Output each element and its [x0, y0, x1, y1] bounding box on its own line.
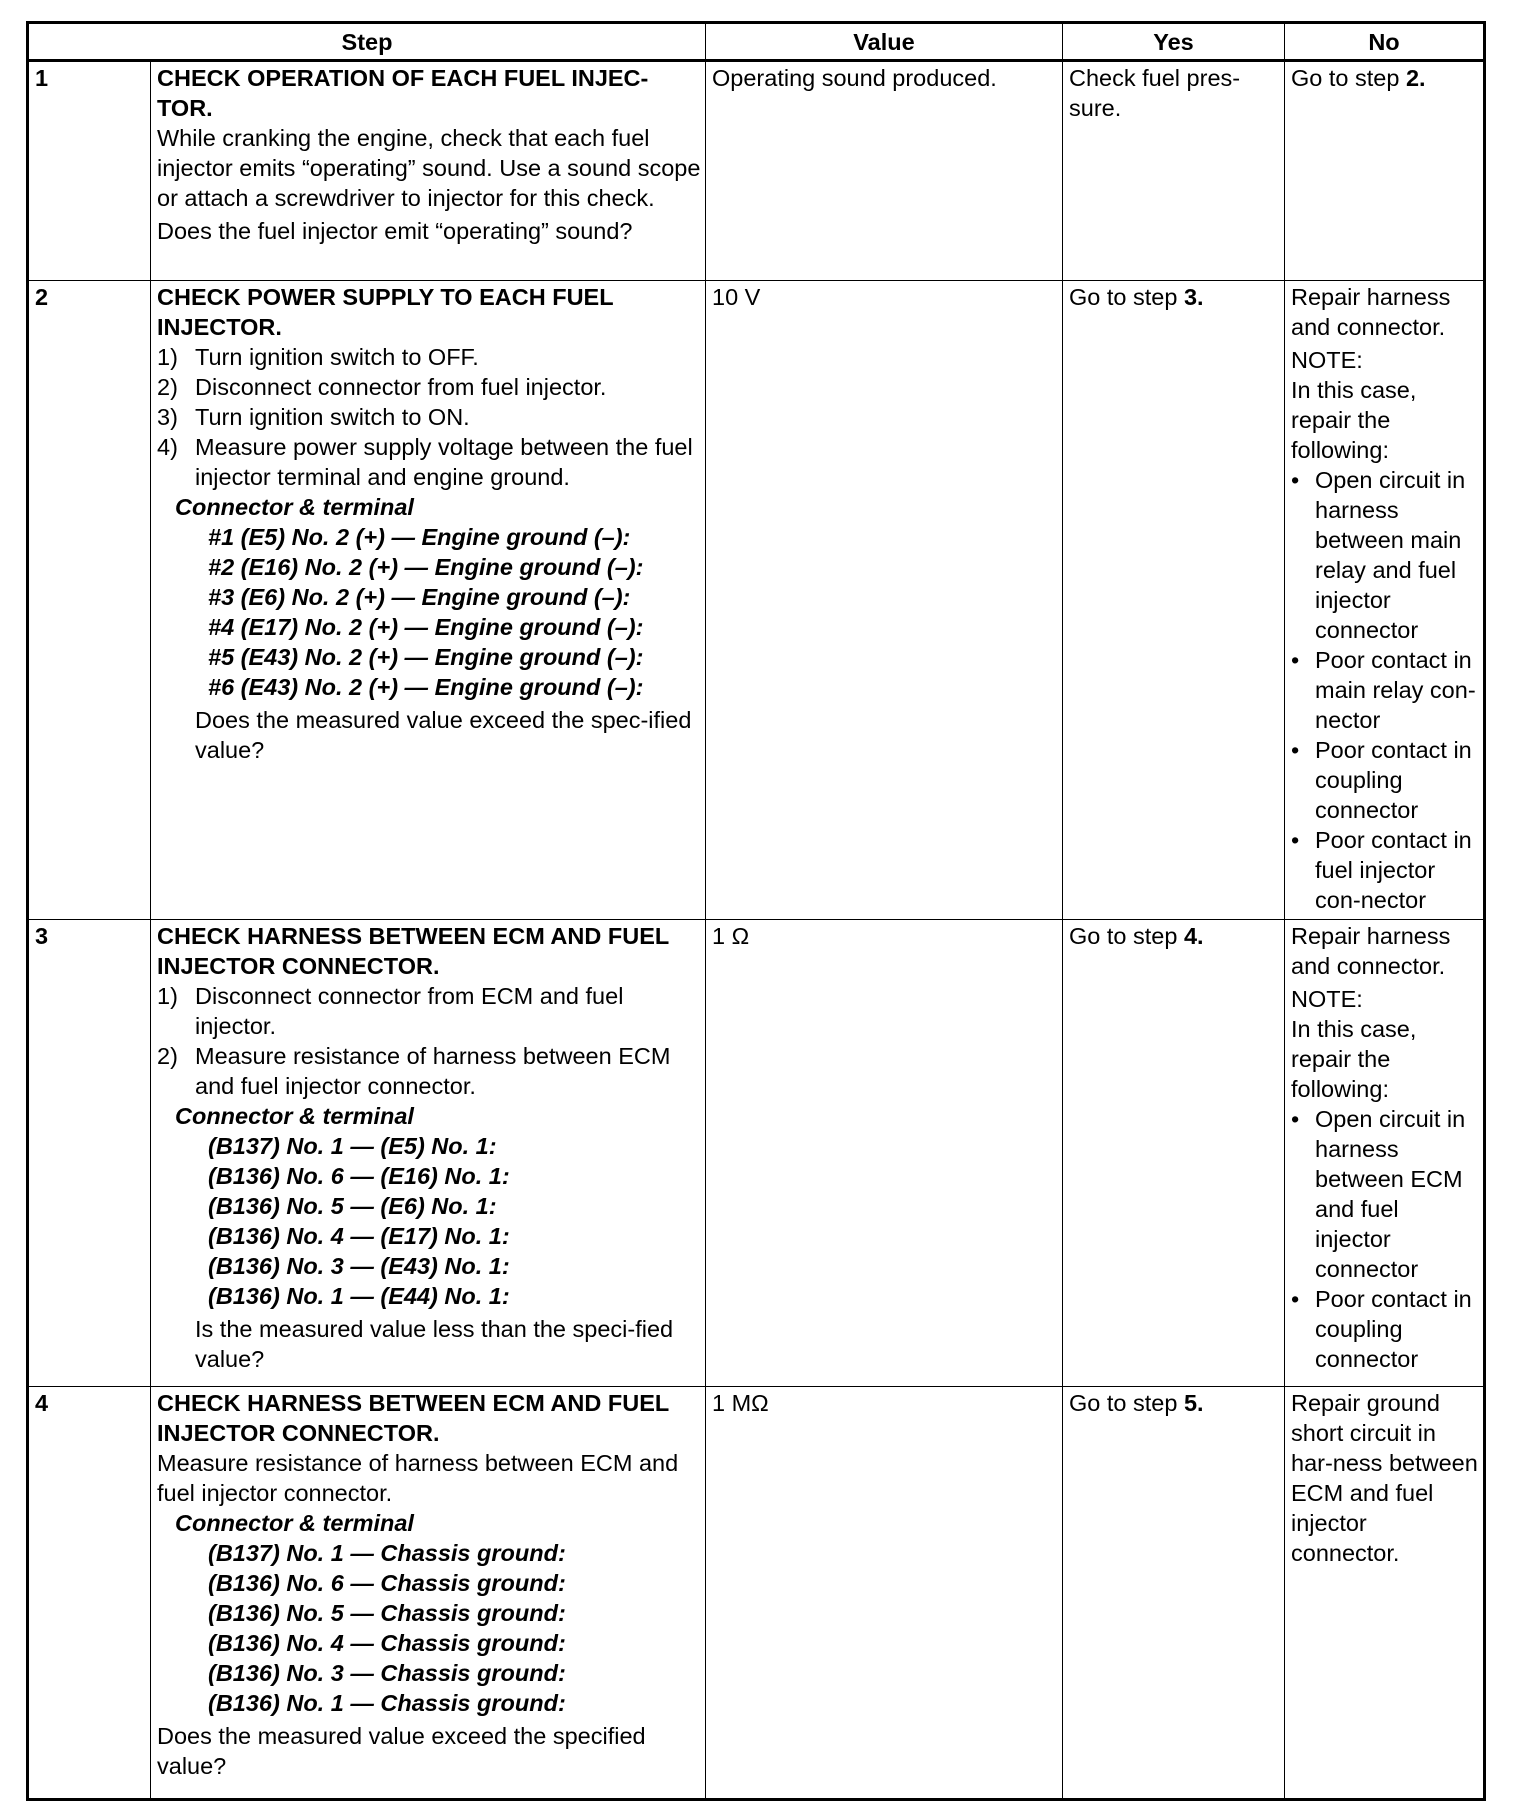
- terminal-line: #1 (E5) No. 2 (+) — Engine ground (–):: [208, 524, 631, 550]
- connector-label: Connector & terminal: [175, 1103, 414, 1129]
- bullet-item: • Open circuit in harness between ECM and fuel injector connector: [1291, 1106, 1466, 1282]
- list-item: 1) Turn ignition switch to OFF.: [157, 344, 479, 370]
- list-item: 4) Measure power supply voltage between the fuel injector terminal and engine ground.: [157, 434, 693, 490]
- step-cell: [151, 281, 706, 920]
- yes-cell: Check fuel pres-sure.: [1063, 61, 1285, 281]
- step-body: While cranking the engine, check that each fuel injector emits “operating” sound. Use a sound scope or attach a screwdriver to injector for this check.: [157, 125, 701, 211]
- terminal-line: #4 (E17) No. 2 (+) — Engine ground (–):: [208, 614, 644, 640]
- step-question: Does the measured value exceed the specified value?: [157, 1723, 646, 1779]
- step-question: Does the measured value exceed the spec-ified value?: [195, 707, 692, 763]
- step-title: CHECK OPERATION OF EACH FUEL INJEC-TOR.: [157, 65, 649, 121]
- terminal-line: #2 (E16) No. 2 (+) — Engine ground (–):: [208, 554, 644, 580]
- bullet-item: • Poor contact in coupling connector: [1291, 1286, 1472, 1372]
- value-cell: 1 MΩ: [706, 1387, 1063, 1800]
- table-row: [28, 281, 1485, 920]
- list-item: 3) Turn ignition switch to ON.: [157, 404, 470, 430]
- bullet-icon: •: [1291, 1106, 1300, 1132]
- step-number: 1: [28, 61, 151, 281]
- bullet-icon: •: [1291, 647, 1300, 673]
- terminal-line: (B137) No. 1 — Chassis ground:: [208, 1540, 566, 1566]
- terminal-line: (B136) No. 6 — (E16) No. 1:: [208, 1163, 510, 1189]
- value-cell: 10 V: [706, 281, 1063, 920]
- terminal-line: (B136) No. 4 — Chassis ground:: [208, 1630, 566, 1656]
- connector-label: Connector & terminal: [175, 494, 414, 520]
- yes-cell: Go to step 5.: [1063, 1387, 1285, 1800]
- table-row: [28, 1387, 1485, 1800]
- yes-cell: Go to step 4.: [1063, 920, 1285, 1387]
- list-item: 1) Disconnect connector from ECM and fuel injector.: [157, 983, 624, 1039]
- terminal-line: (B136) No. 3 — Chassis ground:: [208, 1660, 566, 1686]
- connector-label: Connector & terminal: [175, 1510, 414, 1536]
- value-cell: Operating sound produced.: [706, 61, 1063, 281]
- no-main: Repair harness and connector.: [1291, 923, 1451, 979]
- header-row: [28, 23, 1485, 61]
- step-title: CHECK HARNESS BETWEEN ECM AND FUEL INJECTOR CONNECTOR.: [157, 923, 669, 979]
- step-title: CHECK HARNESS BETWEEN ECM AND FUEL INJECTOR CONNECTOR.: [157, 1390, 669, 1446]
- yes-cell: Go to step 3.: [1063, 281, 1285, 920]
- yes-step-ref: 5.: [1183, 1390, 1204, 1416]
- no-cell: [1285, 61, 1485, 281]
- no-cell: [1285, 281, 1485, 920]
- list-item: 2) Disconnect connector from fuel injector.: [157, 374, 607, 400]
- step-cell: [151, 61, 706, 281]
- terminal-line: (B136) No. 1 — Chassis ground:: [208, 1690, 566, 1716]
- list-item: 2) Measure resistance of harness between ECM and fuel injector connector.: [157, 1043, 671, 1099]
- note-label: NOTE:: [1291, 347, 1363, 373]
- yes-step-ref: 4.: [1183, 923, 1204, 949]
- table-row: [28, 920, 1485, 1387]
- bullet-item: • Poor contact in fuel injector con-nector: [1291, 827, 1472, 913]
- terminal-line: (B137) No. 1 — (E5) No. 1:: [208, 1133, 497, 1159]
- no-step-ref: 2.: [1405, 65, 1426, 91]
- note-text: In this case, repair the following:: [1291, 377, 1417, 463]
- bullet-icon: •: [1291, 737, 1300, 763]
- note-text: In this case, repair the following:: [1291, 1016, 1417, 1102]
- terminal-line: #3 (E6) No. 2 (+) — Engine ground (–):: [208, 584, 631, 610]
- bullet-item: • Poor contact in main relay con-nector: [1291, 647, 1476, 733]
- step-number: 3: [28, 920, 151, 1387]
- header-yes: Yes: [1063, 23, 1285, 61]
- diagnostic-table: [26, 21, 1486, 1801]
- bullet-icon: •: [1291, 827, 1300, 853]
- no-cell: [1285, 920, 1485, 1387]
- step-number: 2: [28, 281, 151, 920]
- yes-step-ref: 3.: [1183, 284, 1204, 310]
- table-row: [28, 61, 1485, 281]
- bullet-icon: •: [1291, 1286, 1300, 1312]
- value-cell: 1 Ω: [706, 920, 1063, 1387]
- bullet-item: • Poor contact in coupling connector: [1291, 737, 1472, 823]
- terminal-line: (B136) No. 3 — (E43) No. 1:: [208, 1253, 510, 1279]
- terminal-line: (B136) No. 4 — (E17) No. 1:: [208, 1223, 510, 1249]
- step-question: Is the measured value less than the speci-fied value?: [195, 1316, 674, 1372]
- step-number: 4: [28, 1387, 151, 1800]
- terminal-line: (B136) No. 5 — (E6) No. 1:: [208, 1193, 497, 1219]
- bullet-item: • Open circuit in harness between main relay and fuel injector connector: [1291, 467, 1466, 643]
- no-main: Repair harness and connector.: [1291, 284, 1451, 340]
- step-body: Measure resistance of harness between ECM and fuel injector connector.: [157, 1450, 679, 1506]
- terminal-line: #5 (E43) No. 2 (+) — Engine ground (–):: [208, 644, 644, 670]
- terminal-line: (B136) No. 6 — Chassis ground:: [208, 1570, 566, 1596]
- header-step: Step: [28, 23, 706, 61]
- no-prefix: Go to step: [1291, 65, 1406, 91]
- terminal-line: (B136) No. 1 — (E44) No. 1:: [208, 1283, 510, 1309]
- bullet-icon: •: [1291, 467, 1300, 493]
- terminal-line: #6 (E43) No. 2 (+) — Engine ground (–):: [208, 674, 644, 700]
- header-no: No: [1285, 23, 1485, 61]
- step-cell: [151, 920, 706, 1387]
- step-cell: [151, 1387, 706, 1800]
- step-title: CHECK POWER SUPPLY TO EACH FUEL INJECTOR.: [157, 284, 614, 340]
- note-label: NOTE:: [1291, 986, 1363, 1012]
- header-value: Value: [706, 23, 1063, 61]
- terminal-line: (B136) No. 5 — Chassis ground:: [208, 1600, 566, 1626]
- no-cell: Repair ground short circuit in har-ness between ECM and fuel injector connector.: [1285, 1387, 1485, 1800]
- step-question: Does the fuel injector emit “operating” sound?: [157, 218, 633, 244]
